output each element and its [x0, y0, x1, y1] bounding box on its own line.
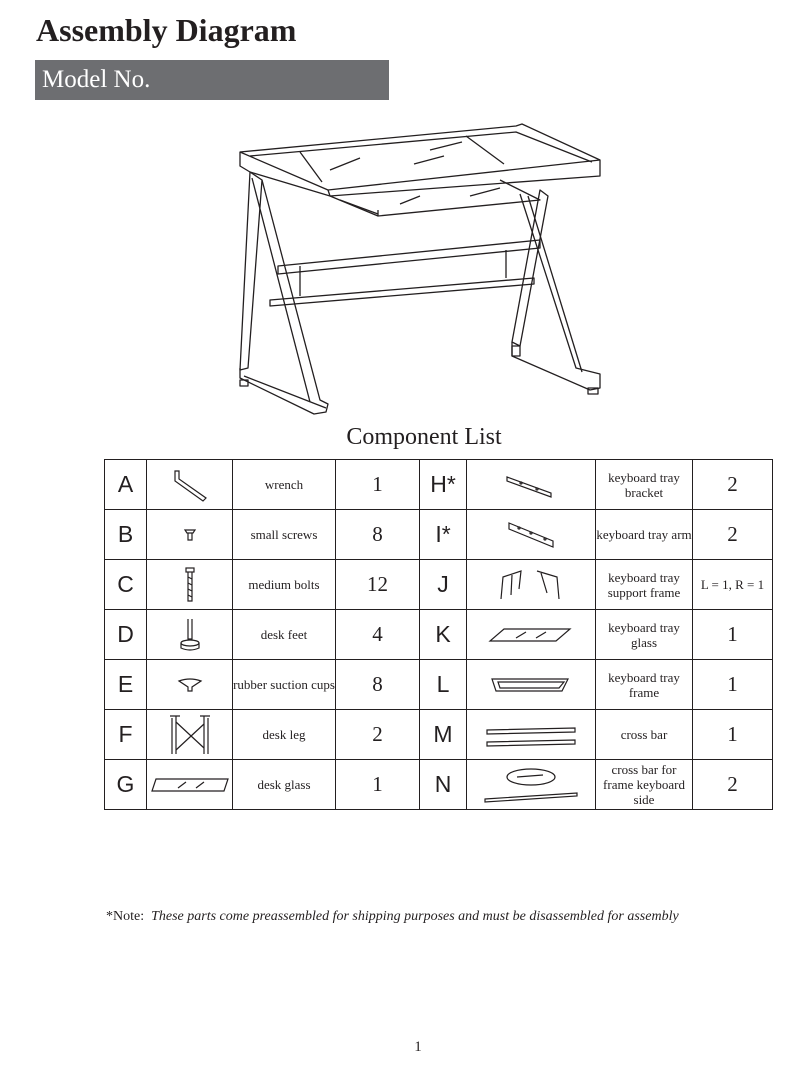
part-desc: keyboard tray glass	[596, 610, 693, 660]
part-letter: I*	[420, 510, 467, 560]
small-screw-icon	[147, 510, 233, 560]
part-desc: desk glass	[233, 760, 336, 810]
part-desc: cross bar	[596, 710, 693, 760]
desk-leg-icon	[147, 710, 233, 760]
suction-cup-icon	[147, 660, 233, 710]
part-letter: L	[420, 660, 467, 710]
keyboard-tray-arm-icon	[467, 510, 596, 560]
part-qty: 8	[336, 510, 420, 560]
keyboard-tray-bracket-icon	[467, 460, 596, 510]
part-qty: 4	[336, 610, 420, 660]
note-text: These parts come preassembled for shipping purposes and must be disassembled for assembly	[151, 909, 679, 924]
support-frame-icon	[467, 560, 596, 610]
cross-bar-icon	[467, 710, 596, 760]
part-qty: 1	[336, 460, 420, 510]
part-letter: K	[420, 610, 467, 660]
desk-assembly-illustration	[232, 118, 612, 424]
part-qty: 1	[336, 760, 420, 810]
part-letter: E	[105, 660, 147, 710]
tray-frame-icon	[467, 660, 596, 710]
part-desc: keyboard tray bracket	[596, 460, 693, 510]
part-qty: 1	[693, 610, 773, 660]
part-letter: N	[420, 760, 467, 810]
part-qty: 2	[693, 760, 773, 810]
table-row	[105, 560, 773, 610]
table-row	[105, 510, 773, 560]
table-row	[105, 710, 773, 760]
table-row	[105, 460, 773, 510]
part-letter: J	[420, 560, 467, 610]
part-desc: small screws	[233, 510, 336, 560]
page-number: 1	[414, 1039, 422, 1055]
part-qty: 2	[336, 710, 420, 760]
table-row	[105, 760, 773, 810]
wrench-icon	[147, 460, 233, 510]
part-letter: H*	[420, 460, 467, 510]
part-qty: 2	[693, 510, 773, 560]
part-qty: 8	[336, 660, 420, 710]
medium-bolt-icon	[147, 560, 233, 610]
part-desc: desk leg	[233, 710, 336, 760]
part-desc: keyboard tray support frame	[596, 560, 693, 610]
part-letter: M	[420, 710, 467, 760]
part-letter: G	[105, 760, 147, 810]
part-letter: F	[105, 710, 147, 760]
assembly-note	[106, 909, 679, 925]
part-letter: D	[105, 610, 147, 660]
part-qty: 1	[693, 660, 773, 710]
keyboard-side-cross-bar-icon	[467, 760, 596, 810]
component-table	[104, 459, 773, 810]
part-desc: keyboard tray frame	[596, 660, 693, 710]
part-desc: cross bar for frame keyboard side	[596, 760, 693, 810]
page-title: Assembly Diagram	[36, 12, 297, 48]
table-row	[105, 660, 773, 710]
component-list-title: Component List	[346, 424, 502, 450]
note-prefix: *Note:	[106, 909, 145, 924]
part-qty: L = 1, R = 1	[693, 560, 773, 610]
part-qty: 12	[336, 560, 420, 610]
part-desc: keyboard tray arm	[596, 510, 693, 560]
model-number-bar: Model No.	[35, 60, 389, 100]
part-desc: medium bolts	[233, 560, 336, 610]
part-letter: A	[105, 460, 147, 510]
part-desc: desk feet	[233, 610, 336, 660]
part-qty: 1	[693, 710, 773, 760]
part-letter: C	[105, 560, 147, 610]
desk-glass-icon	[147, 760, 233, 810]
table-row	[105, 610, 773, 660]
desk-foot-icon	[147, 610, 233, 660]
tray-glass-icon	[467, 610, 596, 660]
part-qty: 2	[693, 460, 773, 510]
part-desc: rubber suction cups	[233, 660, 336, 710]
part-letter: B	[105, 510, 147, 560]
part-desc: wrench	[233, 460, 336, 510]
